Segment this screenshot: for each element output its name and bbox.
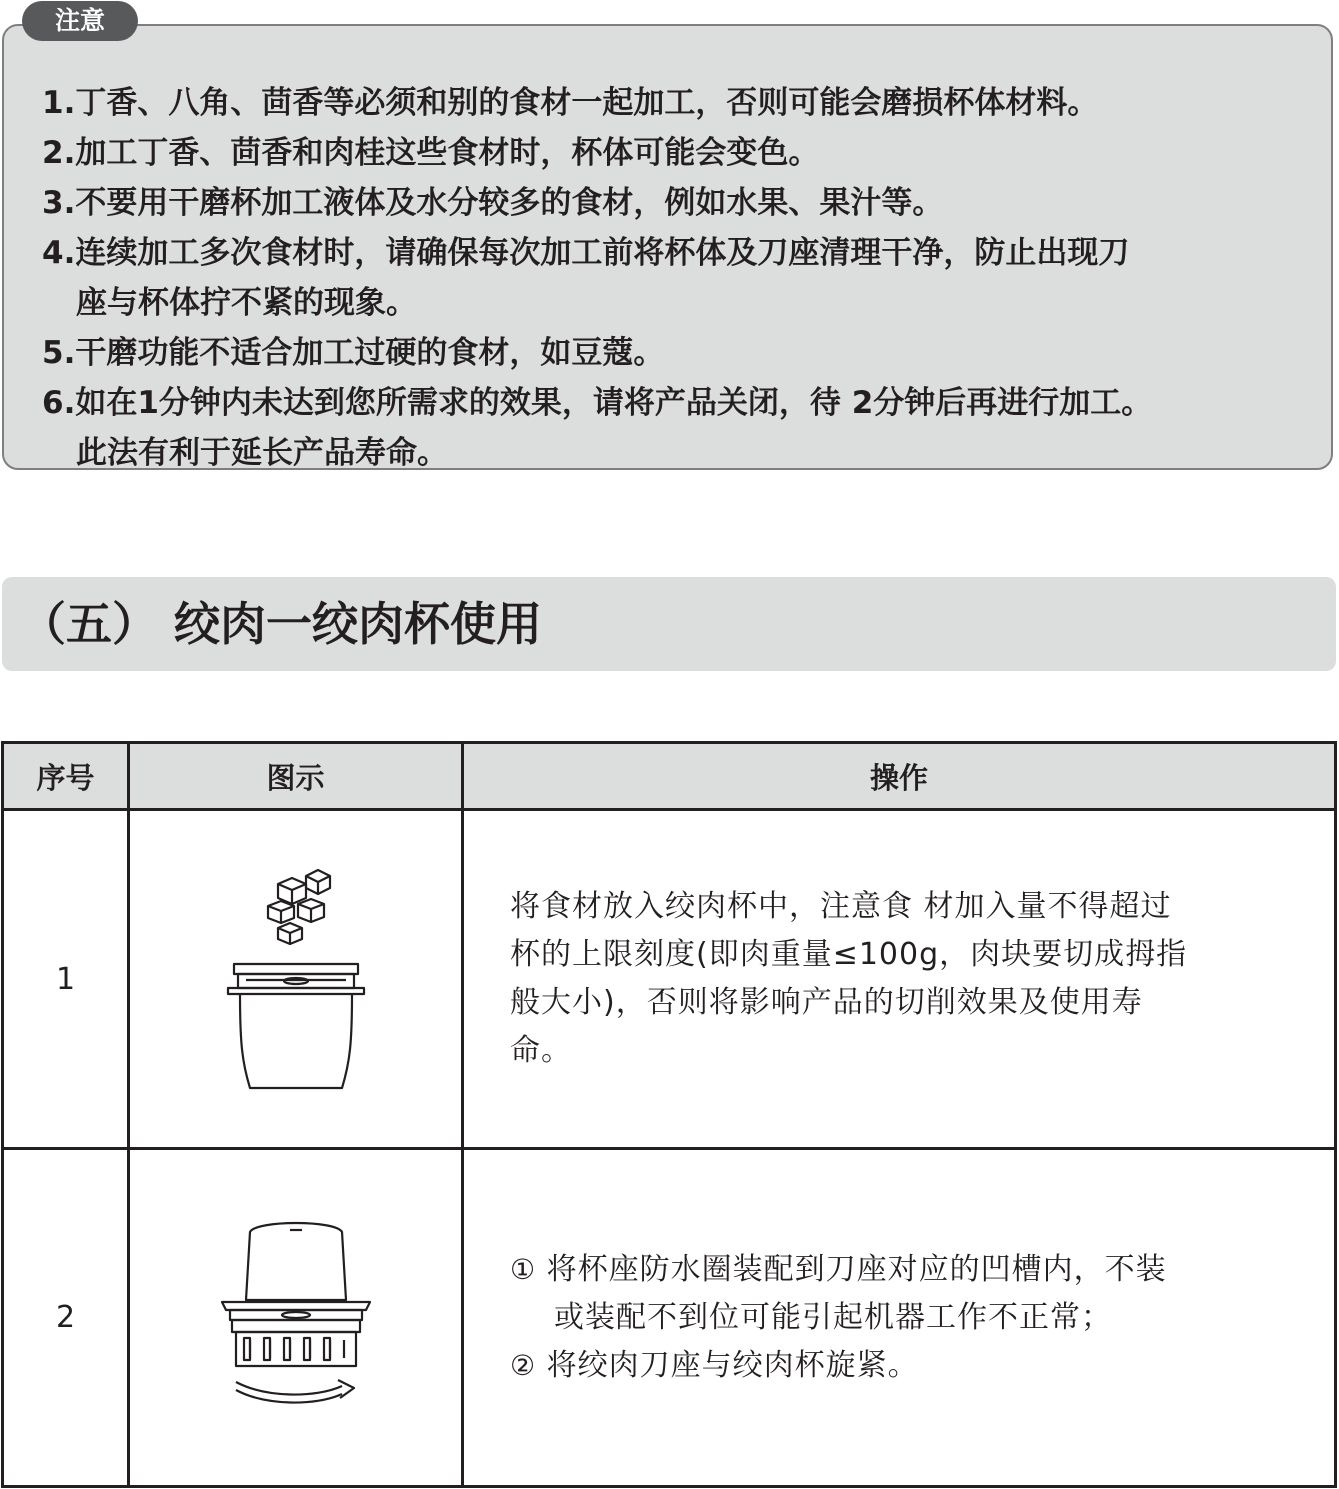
row-number: 1 [3, 810, 129, 1149]
step-2: ② 将绞肉刀座与绞肉杯旋紧。 [510, 1347, 919, 1383]
header-illustration: 图示 [129, 743, 463, 810]
step-marker: ② [510, 1348, 537, 1382]
meat-cube-icon [268, 901, 294, 923]
rotate-arrow-icon [236, 1380, 354, 1403]
header-operation: 操作 [463, 743, 1336, 810]
header-number: 序号 [3, 743, 129, 810]
row-illustration [129, 810, 463, 1149]
meat-cube-icon [298, 899, 324, 922]
notice-item-5: 5.干磨功能不适合加工过硬的食材，如豆蔻。 [42, 335, 665, 371]
notice-item-2: 2.加工丁香、茴香和肉桂这些食材时，杯体可能会变色。 [42, 135, 820, 171]
step-marker: ① [510, 1252, 537, 1286]
notice-tab: 注意 [22, 1, 138, 41]
inverted-cup-icon [246, 1223, 346, 1300]
step-1: ① 将杯座防水圈装配到刀座对应的凹槽内，不装 [510, 1251, 1167, 1287]
notice-box [2, 24, 1333, 470]
row-illustration [129, 1149, 463, 1487]
meat-cubes-into-cup-icon [216, 862, 376, 1092]
notice-item-1: 1.丁香、八角、茴香等必须和别的食材一起加工，否则可能会磨损杯体材料。 [42, 85, 1099, 121]
notice-list [42, 78, 1322, 478]
section-heading-bar [2, 577, 1336, 671]
table-row [3, 1149, 1336, 1487]
meat-cube-icon [278, 923, 302, 944]
notice-item-4: 4.连续加工多次食材时，请确保每次加工前将杯体及刀座清理干净，防止出现刀 座与杯体拧不紧的现象。 [42, 235, 1130, 321]
row-operation: ① 将杯座防水圈装配到刀座对应的凹槽内，不装 或装配不到位可能引起机器工作不正常； ② 将绞肉刀座与绞肉杯旋紧。 [463, 1149, 1336, 1487]
blade-seat-icon [222, 1302, 370, 1366]
steps-table [1, 741, 1337, 1488]
grinding-cup-icon [228, 964, 364, 1088]
notice-item-3: 3.不要用干磨杯加工液体及水分较多的食材，例如水果、果汁等。 [42, 185, 944, 221]
cup-blade-seat-rotate-icon [216, 1216, 376, 1416]
row-operation: 将食材放入绞肉杯中，注意食 材加入量不得超过 杯的上限刻度(即肉重量≤100g，肉块要切成拇指 般大小)，否则将影响产品的切削效果及使用寿 命。 [463, 810, 1336, 1149]
notice-item-6: 6.如在1分钟内未达到您所需求的效果，请将产品关闭，待 2分钟后再进行加工。 此法有利于延长产品寿命。 [42, 385, 1153, 471]
table-row [3, 810, 1336, 1149]
meat-cube-icon [278, 878, 306, 904]
meat-cube-icon [306, 870, 330, 894]
section-title: （五） 绞肉一绞肉杯使用 [20, 597, 543, 651]
row-number: 2 [3, 1149, 129, 1487]
table-header-row [3, 743, 1336, 810]
